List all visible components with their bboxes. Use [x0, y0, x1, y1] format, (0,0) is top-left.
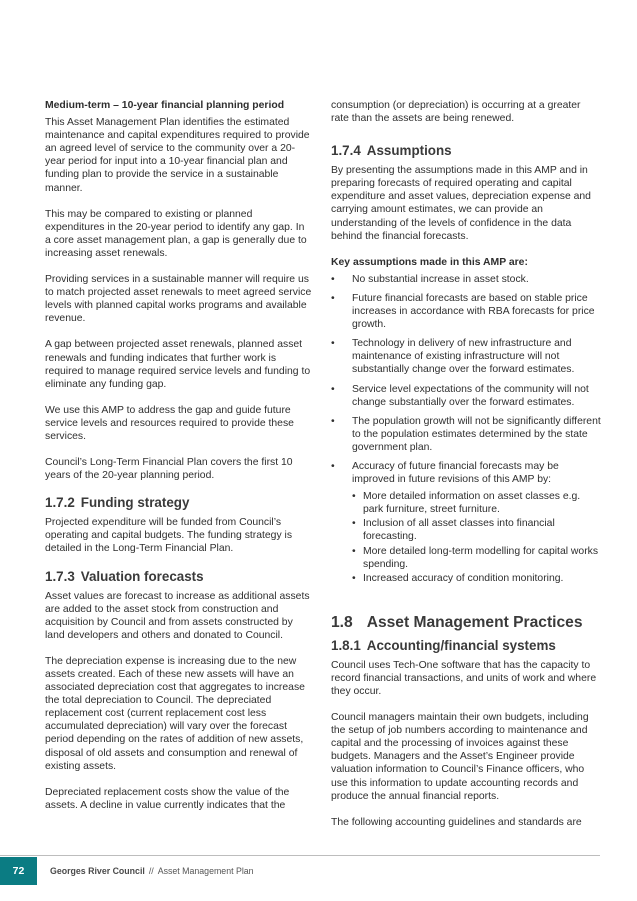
funding-strategy-heading	[45, 495, 313, 511]
section-number: 1.8	[331, 613, 353, 631]
section-number: 1.7.3	[45, 568, 75, 584]
paragraph: Council managers maintain their own budgets, including the setup of job numbers according to maintenance and capital and the processing of invoices against these budgets. Managers and the Asset’s Engineer provide valuation information to Council’s Finance officers, who use this information to update accounting records and produce the annual financial reports.	[331, 712, 589, 802]
list-item-text: Accuracy of future financial forecasts may be improved in future revisions of this AMP by:	[352, 460, 559, 486]
sub-list-item: • More detailed information on asset classes e.g. park furniture, street furniture.	[352, 490, 601, 516]
sub-list-item: • More detailed long-term modelling for capital works spending.	[352, 545, 601, 571]
paragraph: Asset values are forecast to increase as additional assets are added to the asset stock from construction and acquisition by Council and from assets constructed by land developers and others and donated to Council.	[45, 590, 310, 641]
assumptions-heading	[331, 143, 601, 159]
paragraph: This may be compared to existing or planned expenditures in the 20-year period to identify any gap. In a core asset management plan, a gap is generally due to increasing asset renewals.	[45, 208, 307, 259]
section-title: Asset Management Practices	[366, 613, 583, 631]
right-column	[331, 99, 601, 842]
section-title: Funding strategy	[80, 495, 190, 511]
asset-management-practices-heading	[331, 613, 601, 632]
paragraph: We use this AMP to address the gap and guide future service levels and resources required to provide these services.	[45, 404, 294, 442]
sub-list-item: • Increased accuracy of condition monitoring.	[352, 572, 601, 585]
section-title: Accounting/financial systems	[366, 637, 556, 653]
paragraph: The depreciation expense is increasing due to the new assets created. Each of these new assets will have an associated depreciation cost that aggregates to increase the total depreciation to Council. The depreciated replacement cost (current replacement cost less accumulated depreciation) will vary over the forecast period depending on the rates of addition of new assets, disposal of old assets and consumption and renewal of existing assets.	[45, 655, 305, 772]
list-item: • No substantial increase in asset stock.	[331, 273, 601, 286]
list-item: • The population growth will not be significantly different to the population estimates determined by the state government plan.	[331, 415, 601, 454]
paragraph: Projected expenditure will be funded from Council’s operating and capital budgets. The funding strategy is detailed in the Long-Term Financial Plan.	[45, 517, 293, 555]
section-number: 1.7.2	[45, 495, 75, 511]
list-item: • Future financial forecasts are based on stable price increases in accordance with RBA forecasts for price growth.	[331, 292, 601, 331]
key-assumptions-heading: Key assumptions made in this AMP are:	[331, 256, 528, 268]
left-column	[45, 99, 313, 825]
assumptions-list	[331, 273, 601, 585]
paragraph: By presenting the assumptions made in this AMP and in preparing forecasts of required operating and capital expenditure and asset values, depreciation expense and carrying amount estimates, we can provide an understanding of the levels of confidence in the data behind the financial forecasts.	[331, 165, 591, 242]
medium-term-heading: Medium-term – 10-year financial planning period	[45, 100, 285, 111]
section-title: Assumptions	[366, 143, 452, 159]
section-number: 1.7.4	[331, 143, 361, 159]
page-number: 72	[0, 857, 37, 885]
paragraph: Council’s Long-Term Financial Plan covers the first 10 years of the 20-year planning period.	[45, 457, 293, 482]
paragraph: The following accounting guidelines and standards are	[331, 816, 582, 828]
list-item: • Service level expectations of the community will not change substantially over the forward estimates.	[331, 383, 601, 409]
sub-list	[352, 490, 601, 585]
list-item	[331, 460, 601, 585]
document-title: Asset Management Plan	[157, 866, 254, 876]
section-number: 1.8.1	[331, 637, 361, 653]
paragraph: Depreciated replacement costs show the value of the assets. A decline in value currently indicates that the	[45, 786, 290, 811]
footer-text	[50, 866, 254, 876]
paragraph: Providing services in a sustainable manner will require us to match projected asset renewals to meet agreed service levels with planned capital works programs and available revenue.	[45, 274, 312, 325]
paragraph: A gap between projected asset renewals, planned asset renewals and funding indicates that further work is required to manage required service levels and funding to eliminate any funding gap.	[45, 339, 311, 390]
valuation-forecasts-heading	[45, 569, 313, 585]
paragraph: consumption (or depreciation) is occurring at a greater rate than the assets are being renewed.	[331, 100, 581, 125]
paragraph: This Asset Management Plan identifies the estimated maintenance and capital expenditures required to provide an agreed level of service to the community over a 20-year period for input into a 10-year financial plan and funding plan to provide the service in a sustainable manner.	[45, 117, 310, 194]
list-item: • Technology in delivery of new infrastructure and maintenance of existing infrastructure will not substantially change over the forward estimates.	[331, 337, 601, 376]
sub-list-item: • Inclusion of all asset classes into financial forecasting.	[352, 517, 601, 543]
paragraph: Council uses Tech-One software that has the capacity to record financial transactions, and units of work and where they occur.	[331, 659, 597, 697]
section-title: Valuation forecasts	[80, 568, 204, 584]
footer-separator: //	[148, 866, 154, 876]
footer-divider	[0, 855, 600, 856]
organisation-name: Georges River Council	[50, 866, 145, 876]
accounting-systems-heading	[331, 638, 601, 654]
